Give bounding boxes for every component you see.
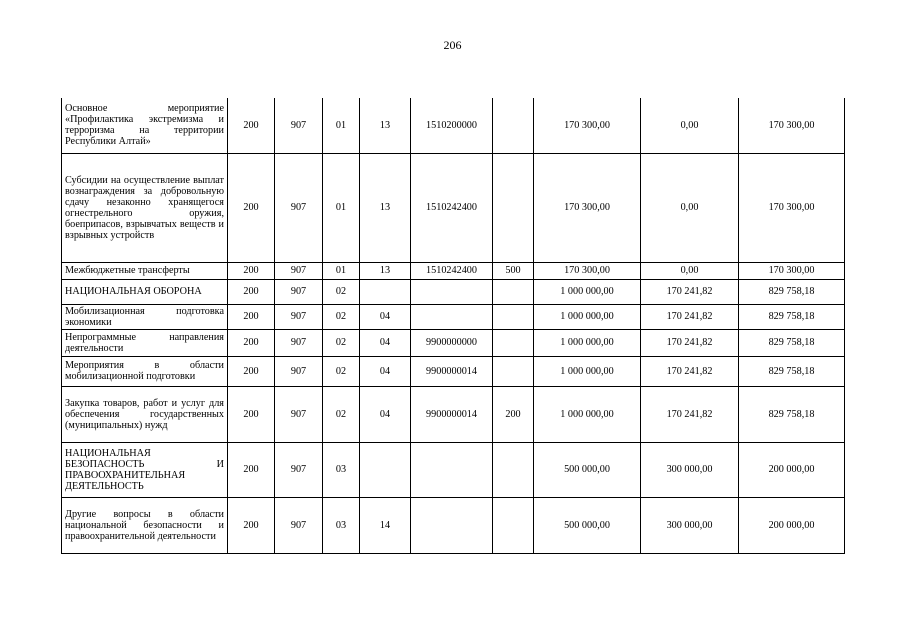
row-expense-type <box>493 329 534 356</box>
row-sum-remaining: 829 758,18 <box>739 279 845 304</box>
row-subsection: 04 <box>360 304 411 329</box>
row-section: 02 <box>323 279 360 304</box>
row-target-article: 9900000014 <box>411 386 493 442</box>
row-code-ved: 907 <box>275 279 323 304</box>
row-sum-executed: 0,00 <box>641 153 739 262</box>
row-section: 01 <box>323 153 360 262</box>
row-name: Другие вопросы в области национальной безопасности и правоохранительной деятельности <box>62 497 228 553</box>
row-code-gr: 200 <box>228 304 275 329</box>
row-sum-executed: 0,00 <box>641 98 739 153</box>
row-target-article: 9900000014 <box>411 356 493 386</box>
row-section: 02 <box>323 386 360 442</box>
row-sum-plan: 170 300,00 <box>534 98 641 153</box>
row-section: 03 <box>323 442 360 497</box>
row-sum-plan: 500 000,00 <box>534 442 641 497</box>
row-expense-type: 200 <box>493 386 534 442</box>
row-sum-remaining: 200 000,00 <box>739 497 845 553</box>
row-name: Субсидии на осуществление выплат вознаграждения за добровольную сдачу незаконно хранящегося огнестрельного оружия, боеприпасов, взрывчатых веществ и взрывных устройств <box>62 153 228 262</box>
row-section: 01 <box>323 262 360 279</box>
row-name: НАЦИОНАЛЬНАЯ ОБОРОНА <box>62 279 228 304</box>
row-expense-type <box>493 153 534 262</box>
page-number: 206 <box>443 38 462 52</box>
row-sum-plan: 1 000 000,00 <box>534 356 641 386</box>
row-sum-remaining: 829 758,18 <box>739 386 845 442</box>
row-sum-executed: 170 241,82 <box>641 386 739 442</box>
row-subsection: 13 <box>360 153 411 262</box>
row-code-gr: 200 <box>228 279 275 304</box>
row-sum-plan: 1 000 000,00 <box>534 304 641 329</box>
row-sum-remaining: 170 300,00 <box>739 153 845 262</box>
row-expense-type <box>493 442 534 497</box>
row-name: Межбюджетные трансферты <box>62 262 228 279</box>
row-sum-remaining: 170 300,00 <box>739 262 845 279</box>
row-sum-plan: 170 300,00 <box>534 262 641 279</box>
row-target-article <box>411 304 493 329</box>
row-code-ved: 907 <box>275 304 323 329</box>
table-row <box>62 329 845 356</box>
row-sum-remaining: 829 758,18 <box>739 329 845 356</box>
row-expense-type <box>493 304 534 329</box>
table-row <box>62 386 845 442</box>
table-row <box>62 153 845 262</box>
table-body <box>62 98 845 553</box>
table-row <box>62 262 845 279</box>
row-sum-executed: 170 241,82 <box>641 304 739 329</box>
row-subsection: 04 <box>360 386 411 442</box>
row-subsection <box>360 442 411 497</box>
row-code-ved: 907 <box>275 386 323 442</box>
table-row <box>62 356 845 386</box>
row-section: 02 <box>323 304 360 329</box>
row-code-gr: 200 <box>228 262 275 279</box>
row-sum-plan: 500 000,00 <box>534 497 641 553</box>
row-expense-type <box>493 98 534 153</box>
row-expense-type: 500 <box>493 262 534 279</box>
row-name: Мероприятия в области мобилизационной подготовки <box>62 356 228 386</box>
row-subsection: 04 <box>360 356 411 386</box>
row-sum-plan: 170 300,00 <box>534 153 641 262</box>
table-row <box>62 279 845 304</box>
row-expense-type <box>493 497 534 553</box>
row-sum-remaining: 200 000,00 <box>739 442 845 497</box>
row-subsection: 04 <box>360 329 411 356</box>
row-subsection: 13 <box>360 262 411 279</box>
row-target-article: 9900000000 <box>411 329 493 356</box>
row-sum-remaining: 829 758,18 <box>739 304 845 329</box>
row-sum-executed: 170 241,82 <box>641 329 739 356</box>
row-name: Закупка товаров, работ и услуг для обеспечения государственных (муниципальных) нужд <box>62 386 228 442</box>
row-target-article <box>411 442 493 497</box>
row-target-article: 1510242400 <box>411 153 493 262</box>
row-sum-executed: 300 000,00 <box>641 497 739 553</box>
row-sum-remaining: 829 758,18 <box>739 356 845 386</box>
row-sum-remaining: 170 300,00 <box>739 98 845 153</box>
row-name: НАЦИОНАЛЬНАЯ БЕЗОПАСНОСТЬ И ПРАВООХРАНИТЕЛЬНАЯ ДЕЯТЕЛЬНОСТЬ <box>62 442 228 497</box>
table-row <box>62 497 845 553</box>
row-section: 01 <box>323 98 360 153</box>
row-code-ved: 907 <box>275 329 323 356</box>
row-expense-type <box>493 279 534 304</box>
row-target-article <box>411 497 493 553</box>
row-target-article <box>411 279 493 304</box>
row-code-gr: 200 <box>228 329 275 356</box>
budget-table <box>61 98 845 554</box>
row-subsection: 14 <box>360 497 411 553</box>
row-sum-plan: 1 000 000,00 <box>534 279 641 304</box>
row-subsection <box>360 279 411 304</box>
row-code-gr: 200 <box>228 153 275 262</box>
row-sum-executed: 170 241,82 <box>641 356 739 386</box>
row-target-article: 1510200000 <box>411 98 493 153</box>
table-row <box>62 442 845 497</box>
row-code-ved: 907 <box>275 497 323 553</box>
row-code-ved: 907 <box>275 356 323 386</box>
row-code-ved: 907 <box>275 262 323 279</box>
row-code-gr: 200 <box>228 442 275 497</box>
row-sum-executed: 300 000,00 <box>641 442 739 497</box>
row-subsection: 13 <box>360 98 411 153</box>
row-sum-executed: 0,00 <box>641 262 739 279</box>
row-expense-type <box>493 356 534 386</box>
row-sum-executed: 170 241,82 <box>641 279 739 304</box>
row-code-gr: 200 <box>228 497 275 553</box>
table-row <box>62 304 845 329</box>
table-row <box>62 98 845 153</box>
row-sum-plan: 1 000 000,00 <box>534 386 641 442</box>
row-name: Мобилизационная подготовка экономики <box>62 304 228 329</box>
row-section: 02 <box>323 329 360 356</box>
row-code-gr: 200 <box>228 386 275 442</box>
row-code-gr: 200 <box>228 356 275 386</box>
row-code-ved: 907 <box>275 153 323 262</box>
row-sum-plan: 1 000 000,00 <box>534 329 641 356</box>
row-code-gr: 200 <box>228 98 275 153</box>
row-code-ved: 907 <box>275 98 323 153</box>
row-name: Основное мероприятие «Профилактика экстремизма и терроризма на территории Республики Алтай» <box>62 98 228 153</box>
row-code-ved: 907 <box>275 442 323 497</box>
row-target-article: 1510242400 <box>411 262 493 279</box>
row-section: 02 <box>323 356 360 386</box>
row-section: 03 <box>323 497 360 553</box>
row-name: Непрограммные направления деятельности <box>62 329 228 356</box>
